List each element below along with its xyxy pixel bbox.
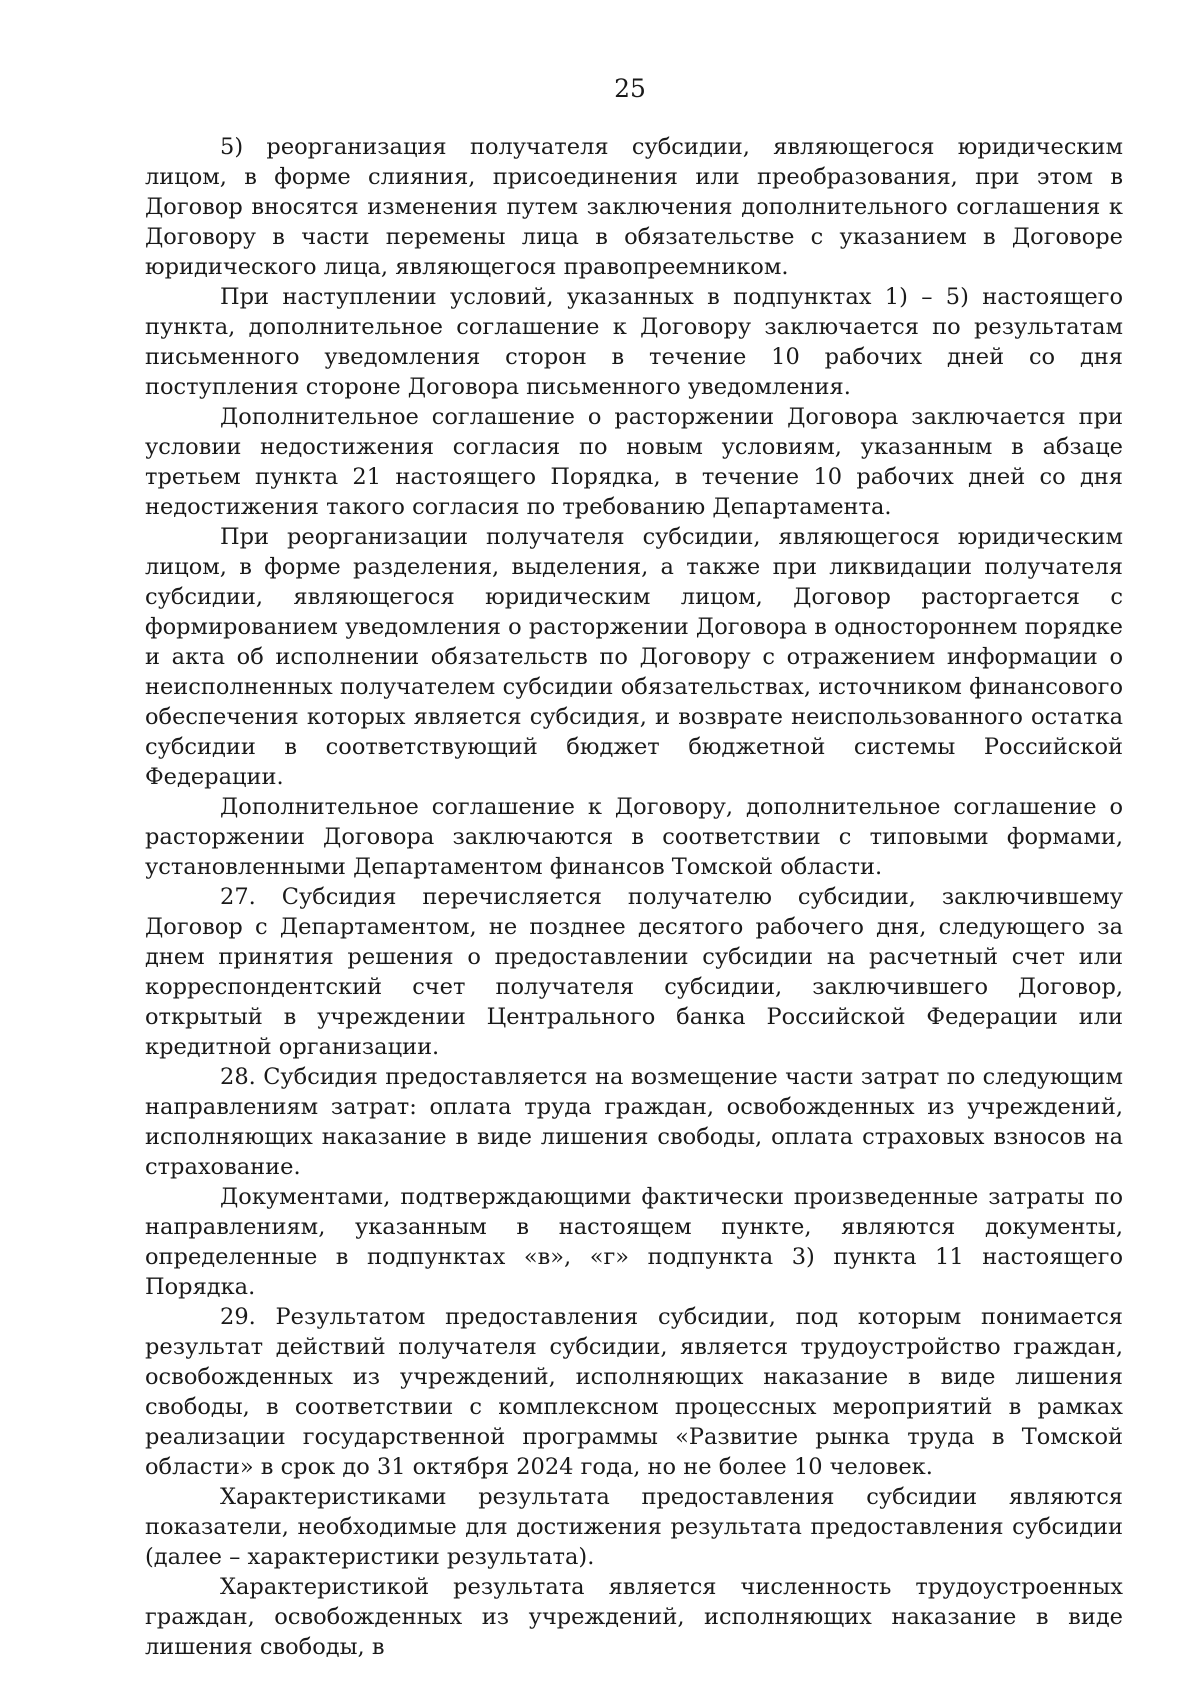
paragraph-item-28: 28. Субсидия предоставляется на возмещение части затрат по следующим направлениям затрат: оплата труда граждан, освобожденных из учреждений, исполняющих наказание в виде лишения свободы, оплата страховых взносов на страхование. bbox=[145, 1064, 1123, 1180]
paragraph-reorganization-termination: При реорганизации получателя субсидии, являющегося юридическим лицом, в форме разделения, выделения, а также при ликвидации получателя субсидии, являющегося юридическим лицом, Договор расторгается с формированием уведомления о расторжении Договора в одностороннем порядке и акта об исполнении обязательств по Договору с отражением информации о неисполненных получателем субсидии обязательствах, источником финансового обеспечения которых является субсидия, и возврате неиспользованного остатка субсидии в соответствующий бюджет бюджетной системы Российской Федерации. bbox=[145, 524, 1123, 790]
paragraph-standard-forms: Дополнительное соглашение к Договору, дополнительное соглашение о расторжении Договора заключаются в соответствии с типовыми формами, установленными Департаментом финансов Томской области. bbox=[145, 794, 1123, 880]
paragraph-item-29: 29. Результатом предоставления субсидии, под которым понимается результат действий получателя субсидии, является трудоустройство граждан, освобожденных из учреждений, исполняющих наказание в виде лишения свободы, в соответствии с комплексном процессных мероприятий в рамках реализации государственной программы «Развитие рынка труда в Томской области» в срок до 31 октября 2024 года, но не более 10 человек. bbox=[145, 1304, 1123, 1480]
paragraph-conditions-agreement: При наступлении условий, указанных в подпунктах 1) – 5) настоящего пункта, дополнительное соглашение к Договору заключается по результатам письменного уведомления сторон в течение 10 рабочих дней со дня поступления стороне Договора письменного уведомления. bbox=[145, 284, 1123, 400]
paragraph-supporting-documents: Документами, подтверждающими фактически произведенные затраты по направлениям, указанным в настоящем пункте, являются документы, определенные в подпунктах «в», «г» подпункта 3) пункта 11 настоящего Порядка. bbox=[145, 1184, 1123, 1300]
paragraph-result-characteristic-count: Характеристикой результата является численность трудоустроенных граждан, освобожденных из учреждений, исполняющих наказание в виде лишения свободы, в bbox=[145, 1574, 1123, 1660]
paragraph-termination-agreement: Дополнительное соглашение о расторжении Договора заключается при условии недостижения согласия по новым условиям, указанным в абзаце третьем пункта 21 настоящего Порядка, в течение 10 рабочих дней со дня недостижения такого согласия по требованию Департамента. bbox=[145, 404, 1123, 520]
paragraph-result-characteristics: Характеристиками результата предоставления субсидии являются показатели, необходимые для достижения результата предоставления субсидии (далее – характеристики результата). bbox=[145, 1484, 1123, 1570]
paragraph-reorganization-item-5: 5) реорганизация получателя субсидии, являющегося юридическим лицом, в форме слияния, присоединения или преобразования, при этом в Договор вносятся изменения путем заключения дополнительного соглашения к Договору в части перемены лица в обязательстве с указанием в Договоре юридического лица, являющегося правопреемником. bbox=[145, 134, 1123, 280]
page-number: 25 bbox=[614, 74, 646, 103]
document-body bbox=[145, 132, 1123, 1662]
paragraph-item-27: 27. Субсидия перечисляется получателю субсидии, заключившему Договор с Департаментом, не позднее десятого рабочего дня, следующего за днем принятия решения о предоставлении субсидии на расчетный счет или корреспондентский счет получателя субсидии, заключившего Договор, открытый в учреждении Центрального банка Российской Федерации или кредитной организации. bbox=[145, 884, 1123, 1060]
